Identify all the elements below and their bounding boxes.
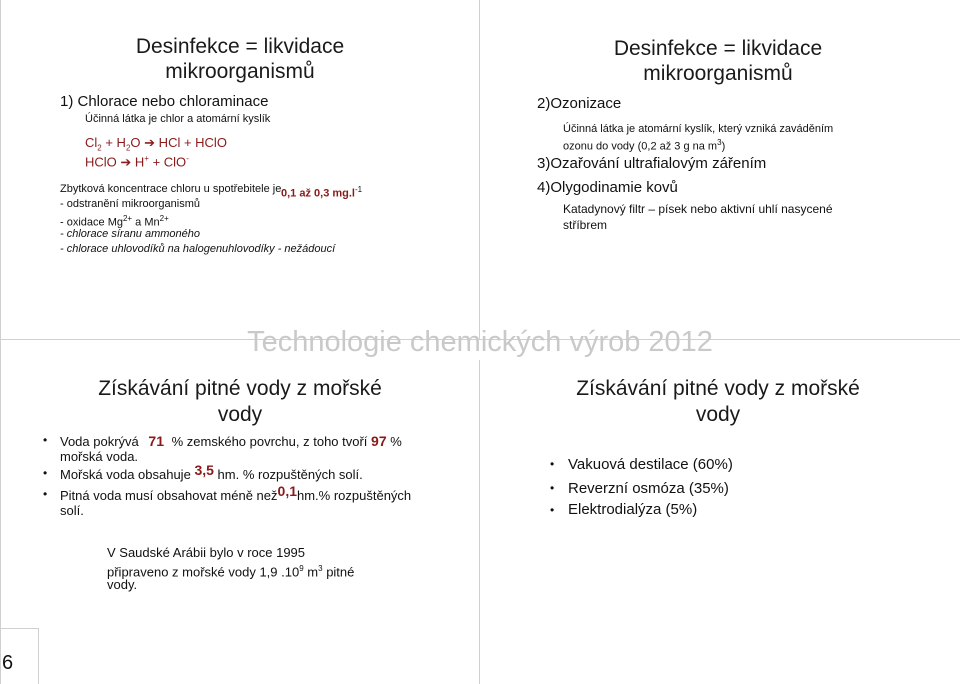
bullet-dot: •	[43, 433, 48, 447]
slide4-title-line2: vody	[695, 403, 741, 426]
slide3-title-line2: vody	[217, 403, 263, 426]
slide2-active-line2: ozonu do vody (0,2 až 3 g na $m^3$)	[563, 138, 726, 153]
slide2-filter-line2: stříbrem	[563, 218, 608, 232]
page-number: 6	[2, 652, 14, 674]
bullet-dot: •	[550, 503, 555, 517]
slide3-bullet3-line1: Pitná voda musí obsahovat méně než0,1hm.% rozpuštěných	[60, 483, 412, 503]
slide3-note-line3: vody.	[107, 577, 138, 592]
page-number-box-side	[38, 628, 39, 684]
slide1-title-line1: Desinfekce = likvidace	[135, 35, 345, 58]
arrow-icon: ➔	[120, 154, 132, 170]
divider-bottom	[479, 360, 480, 684]
slide3-bullet1-line2: mořská voda.	[60, 449, 139, 464]
arrow-icon: ➔	[144, 135, 156, 150]
bullet-dot: •	[550, 457, 555, 471]
slide1-equation-1: $Cl_2 + H_2O$ ➔ HCl + HClO	[85, 135, 227, 153]
slide4-item: Elektrodialýza (5%)	[568, 501, 698, 518]
slide4-title-line1: Získávání pitné vody z mořské	[576, 377, 860, 400]
slide3-note-line1: V Saudské Arábii bylo v roce 1995	[107, 545, 306, 560]
slide1-residual-value: 0,1 až 0,3 $mg.l^{-1}$	[281, 185, 363, 200]
slide1-residual-text: Zbytková koncentrace chloru u spotřebitele je	[60, 183, 282, 195]
slide2-title-line1: Desinfekce = likvidace	[613, 37, 823, 60]
slide2-filter-line1: Katadynový filtr – písek nebo aktivní uhlí nasycené	[563, 202, 833, 216]
slide4-item: Reverzní osmóza (35%)	[568, 480, 729, 497]
slide2-item-oligodynamics: 4)Olygodinamie kovů	[537, 179, 678, 196]
slide4-item: Vakuová destilace (60%)	[568, 456, 733, 473]
slide1-equation-2: HClO ➔ H+ + ClO-	[85, 154, 189, 170]
slide2-title-line2: mikroorganismů	[643, 62, 793, 85]
slide2-active-line1: Účinná látka je atomární kyslík, který vzniká zaváděním	[563, 123, 834, 135]
bullet-dot: •	[43, 487, 48, 501]
slide2-item-uv: 3)Ozařování ultrafialovým zářením	[537, 155, 767, 172]
slide1-active-agent: Účinná látka je chlor a atomární kyslík	[85, 113, 271, 125]
watermark-text: Technologie chemických výrob 2012	[247, 326, 713, 358]
slide2-item-ozonization: 2)Ozonizace	[537, 95, 622, 112]
bullet-dot: •	[43, 466, 48, 480]
slide1-item-chlorination: 1) Chlorace nebo chloraminace	[60, 93, 269, 110]
slide3-bullet1-line1: Voda pokrývá 71 % zemského povrchu, z toho tvoří 97 %	[60, 433, 402, 449]
slide1-line-c: - chlorace síranu ammoného	[60, 228, 201, 240]
divider-top	[479, 0, 480, 340]
slide1-line-a: - odstranění mikroorganismů	[60, 198, 201, 210]
slide3-bullet3-line2: solí.	[60, 503, 84, 518]
slide1-line-d: - chlorace uhlovodíků na halogenuhlovodíky - nežádoucí	[60, 243, 336, 255]
bullet-dot: •	[550, 481, 555, 495]
slide3-note-line2: připraveno z mořské vody 1,9 $.10^9$ $m^3$ pitné	[107, 564, 355, 580]
slide3-title-line1: Získávání pitné vody z mořské	[98, 377, 382, 400]
page-number-box-top	[0, 628, 38, 629]
slide3-bullet2: Mořská voda obsahuje 3,5 hm. % rozpuštěných solí.	[60, 462, 363, 482]
slide1-line-b: - oxidace $Mg^{2+}$ a $Mn^{2+}$	[60, 214, 169, 229]
slide1-title-line2: mikroorganismů	[165, 60, 315, 83]
